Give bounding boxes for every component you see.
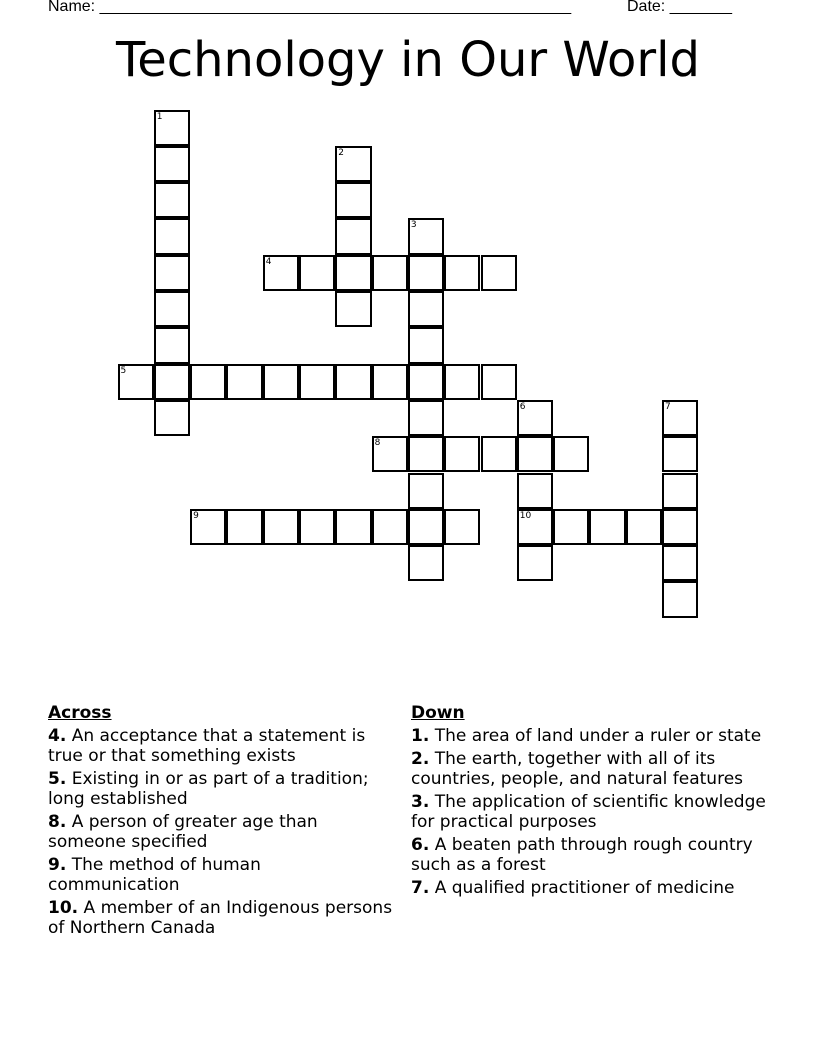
grid-cell[interactable] — [517, 473, 553, 509]
down-clue — [411, 835, 773, 875]
grid-cell[interactable] — [444, 509, 480, 545]
grid-cell[interactable] — [662, 473, 698, 509]
grid-cell[interactable] — [481, 364, 517, 400]
grid-cell[interactable] — [263, 364, 299, 400]
clue-text: A qualified practitioner of medicine — [434, 878, 735, 898]
grid-cell[interactable] — [517, 545, 553, 581]
grid-cell[interactable] — [444, 364, 480, 400]
grid-cell[interactable] — [408, 255, 444, 291]
grid-cell[interactable] — [408, 473, 444, 509]
grid-cell[interactable] — [299, 255, 335, 291]
grid-cell[interactable] — [662, 436, 698, 472]
grid-cell[interactable] — [335, 218, 371, 254]
grid-cell[interactable] — [154, 364, 190, 400]
grid-cell[interactable] — [481, 255, 517, 291]
grid-cell[interactable] — [154, 146, 190, 182]
across-clue — [48, 769, 393, 809]
across-clue — [48, 855, 393, 895]
clue-number: 9. — [48, 855, 67, 875]
grid-cell[interactable] — [662, 509, 698, 545]
grid-cell[interactable] — [335, 509, 371, 545]
grid-cell[interactable] — [408, 291, 444, 327]
grid-cell[interactable] — [226, 364, 262, 400]
grid-cell[interactable] — [372, 255, 408, 291]
grid-cell[interactable] — [372, 436, 408, 472]
clue-number: 4. — [48, 726, 67, 746]
grid-cell[interactable] — [481, 436, 517, 472]
grid-cell[interactable] — [226, 509, 262, 545]
grid-cell[interactable] — [444, 255, 480, 291]
clue-number: 2. — [411, 749, 430, 769]
grid-cell[interactable] — [517, 400, 553, 436]
clue-text: The earth, together with all of its countries, people, and natural features — [411, 749, 744, 789]
grid-cell[interactable] — [190, 364, 226, 400]
clue-text: A beaten path through rough country such as a forest — [411, 835, 753, 875]
clue-number-label: 5 — [120, 365, 127, 376]
across-clue — [48, 898, 393, 938]
clue-number-label: 2 — [338, 147, 345, 158]
grid-cell[interactable] — [662, 545, 698, 581]
grid-cell[interactable] — [263, 255, 299, 291]
grid-cell[interactable] — [263, 509, 299, 545]
clue-number-label: 10 — [519, 510, 532, 521]
grid-cell[interactable] — [335, 182, 371, 218]
grid-cell[interactable] — [154, 291, 190, 327]
grid-cell[interactable] — [553, 509, 589, 545]
grid-cell[interactable] — [517, 436, 553, 472]
grid-cell[interactable] — [154, 218, 190, 254]
grid-cell[interactable] — [408, 327, 444, 363]
across-heading: Across — [48, 703, 112, 723]
grid-cell[interactable] — [408, 218, 444, 254]
grid-cell[interactable] — [408, 436, 444, 472]
grid-cell[interactable] — [154, 327, 190, 363]
grid-cell[interactable] — [444, 436, 480, 472]
clue-text: A member of an Indigenous persons of Northern Canada — [48, 898, 393, 938]
clue-text: Existing in or as part of a tradition; long established — [48, 769, 369, 809]
grid-cell[interactable] — [372, 509, 408, 545]
grid-cell[interactable] — [372, 364, 408, 400]
page-title: Technology in Our World — [116, 32, 700, 88]
grid-cell[interactable] — [517, 509, 553, 545]
grid-cell[interactable] — [154, 182, 190, 218]
grid-cell[interactable] — [589, 509, 625, 545]
clue-text: The application of scientific knowledge for practical purposes — [411, 792, 766, 832]
clue-text: The area of land under a ruler or state — [434, 726, 762, 746]
grid-cell[interactable] — [154, 400, 190, 436]
clue-text: An acceptance that a statement is true or that something exists — [48, 726, 366, 766]
grid-cell[interactable] — [626, 509, 662, 545]
grid-cell[interactable] — [154, 110, 190, 146]
grid-cell[interactable] — [408, 545, 444, 581]
clue-number: 1. — [411, 726, 430, 746]
clue-number-label: 7 — [665, 401, 671, 412]
grid-cell[interactable] — [154, 255, 190, 291]
clue-number: 10. — [48, 898, 79, 918]
grid-cell[interactable] — [408, 364, 444, 400]
grid-cell[interactable] — [118, 364, 154, 400]
down-clues — [411, 703, 773, 901]
clue-number-label: 8 — [374, 438, 381, 449]
down-clue — [411, 749, 773, 789]
grid-cell[interactable] — [335, 255, 371, 291]
clue-number: 6. — [411, 835, 430, 855]
grid-cell[interactable] — [408, 509, 444, 545]
grid-cell[interactable] — [335, 364, 371, 400]
across-clues — [48, 703, 393, 941]
clue-number: 5. — [48, 769, 67, 789]
grid-cell[interactable] — [335, 291, 371, 327]
grid-cell[interactable] — [408, 400, 444, 436]
grid-cell[interactable] — [299, 509, 335, 545]
date-field[interactable]: Date: _______ — [627, 0, 732, 15]
grid-cell[interactable] — [662, 400, 698, 436]
across-clue — [48, 812, 393, 852]
clue-number-label: 4 — [265, 256, 272, 267]
clue-number: 8. — [48, 812, 67, 832]
clue-number: 3. — [411, 792, 430, 812]
clue-number-label: 6 — [519, 401, 526, 412]
clue-number: 7. — [411, 878, 430, 898]
clue-number-label: 9 — [193, 510, 199, 521]
grid-cell[interactable] — [190, 509, 226, 545]
down-clue — [411, 878, 773, 898]
grid-cell[interactable] — [553, 436, 589, 472]
across-clue — [48, 726, 393, 766]
down-heading: Down — [411, 703, 465, 723]
grid-cell[interactable] — [335, 146, 371, 182]
grid-cell[interactable] — [662, 581, 698, 617]
grid-cell[interactable] — [299, 364, 335, 400]
clue-number-label: 1 — [156, 111, 163, 122]
down-clue — [411, 726, 773, 746]
clue-text: The method of human communication — [48, 855, 261, 895]
down-clue — [411, 792, 773, 832]
clue-text: A person of greater age than someone specified — [48, 812, 318, 852]
clue-number-label: 3 — [410, 220, 417, 231]
name-field[interactable]: Name: _____________________________________________________ — [48, 0, 572, 15]
